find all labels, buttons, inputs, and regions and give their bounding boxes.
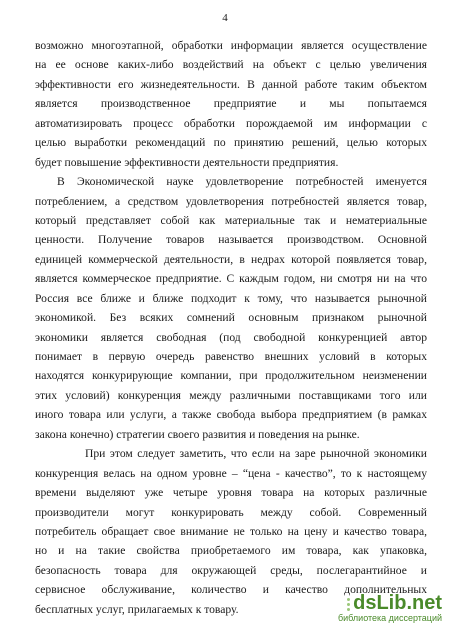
page-number: 4 [222, 12, 228, 24]
watermark-logo: dsLib.net [353, 592, 442, 614]
text-line: этих условий) конкуренция между различными поставщиками того или [35, 388, 427, 402]
text-line: иного товара или услуги, а также свобода выбора предприятием (в рамках [35, 408, 427, 422]
text-line: возможно многоэтапной, обработки информации является осуществление [35, 39, 427, 52]
text-line: производители могут конкурировать между собой. Современный [35, 505, 427, 519]
text-line: закона конечно) стратегии своего развития и поведения на рынке. [35, 427, 360, 441]
text-line: автоматизировать процесс обработки порождаемой им информации с [35, 116, 427, 130]
text-line: времени выделяют уже четыре уровня товара на которых различные [35, 486, 427, 500]
text-line: будет повышение эффективности деятельности предприятия. [35, 155, 339, 169]
text-line: является коммерческое предприятие. С каждым годом, ни смотря ни на что [35, 272, 427, 286]
watermark-caption: библиотека диссертаций [337, 613, 442, 623]
text-line: эффективности его жизнедеятельности. В данной работе таким объектом [35, 77, 427, 91]
text-line: Россия все ближе и ближе подходит к тому, что называется рыночной [35, 291, 427, 305]
text-line: потреблением, а средством удовлетворения потребностей является товар, [35, 194, 427, 208]
text-line: находятся конкурирующие компании, при продолжительном неизменении [35, 369, 427, 383]
text-line: понимает в первую очередь равенство внешних условий в которых [35, 350, 427, 363]
text-line: сервисное обслуживание, количество и качество дополнительных [35, 583, 427, 597]
text-line: При этом следует заметить, что если на заре рыночной экономики [85, 447, 427, 461]
text-line: ценности. Получение товаров называется производством. Основной [35, 233, 427, 247]
watermark-dots-icon [347, 598, 350, 611]
text-line: конкуренция велась на одном уровне – “цена - качество”, то к настоящему [35, 466, 427, 480]
text-line: который представляет собой как материальные так и нематериальные [35, 213, 427, 227]
text-line: экономики является свободная (под свободной конкуренцией автор [35, 330, 427, 344]
text-line: целью выработки рекомендаций по принятию решений, целью которых [35, 136, 427, 150]
text-line: единицей коммерческой деятельности, в недрах которой появляется товар, [35, 252, 427, 266]
watermark-logo-row [326, 592, 442, 615]
text-line: безопасность товара для окружающей среды, послегарантийное и [35, 563, 427, 577]
text-line: на ее основе каких-либо воздействий на объект с целью увеличения [35, 58, 427, 72]
text-line: но и на такие свойства приобретаемого им товара, как упаковка, [35, 544, 427, 558]
body-text [35, 36, 427, 619]
text-line: В Экономической науке удовлетворение потребностей именуется [57, 175, 427, 189]
dslib-watermark [326, 592, 442, 632]
text-line: потребитель обращает свое внимание не только на цену и качество товара, [35, 524, 427, 538]
text-line: является производственное предприятие и мы попытаемся [35, 97, 427, 111]
text-line: бесплатных услуг, прилагаемых к товару. [35, 602, 239, 616]
text-line: экономикой. Без всяких сомнений основным признаком рыночной [35, 311, 427, 325]
